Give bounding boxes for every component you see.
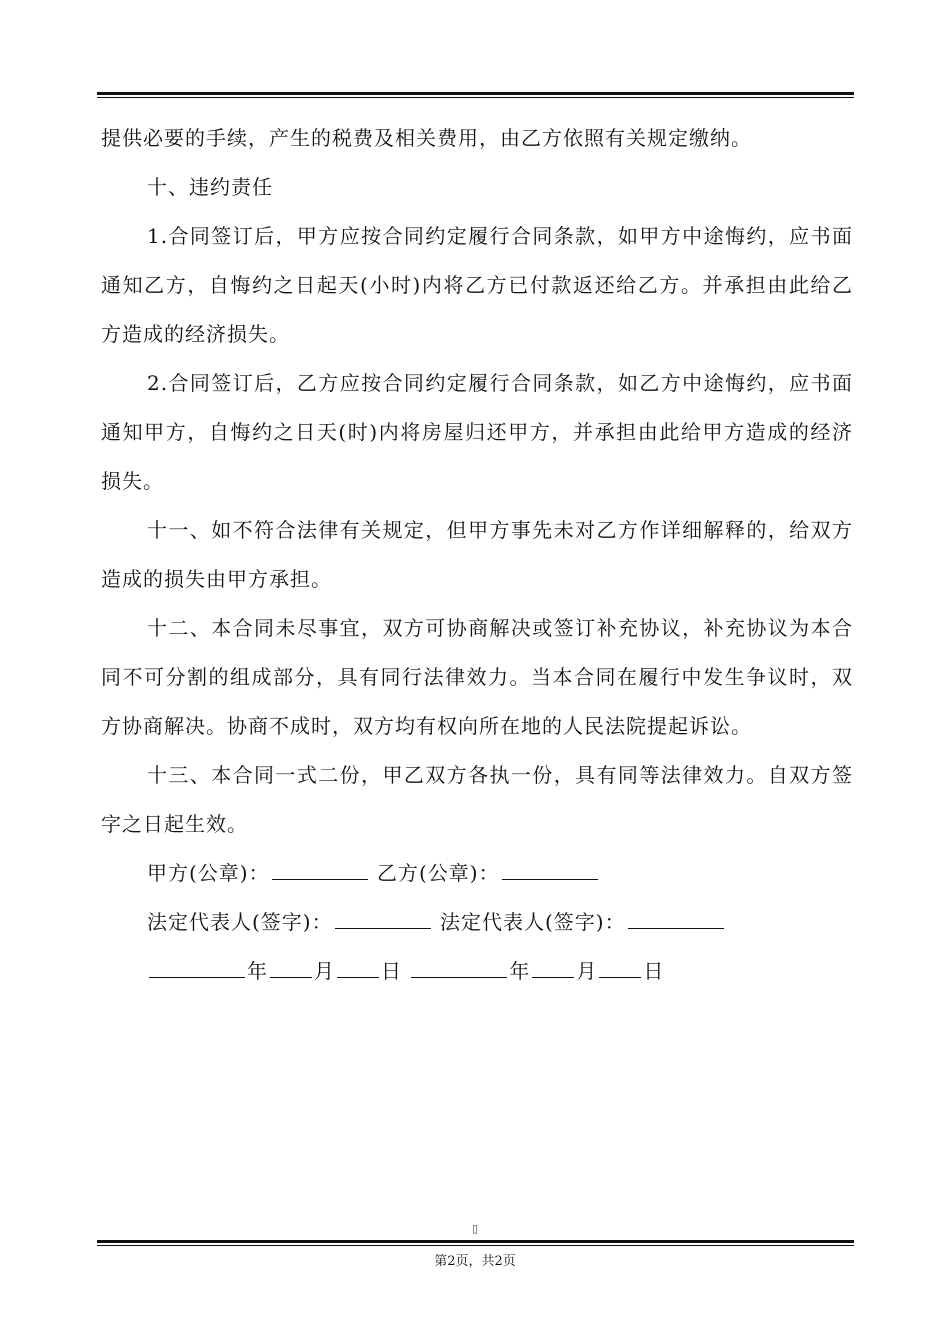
date-a-year: 年 <box>247 959 268 983</box>
date-b-month: 月 <box>576 959 598 983</box>
footer-rule-thin <box>97 1245 854 1246</box>
date-a-month: 月 <box>314 959 335 983</box>
continuation-paragraph: 提供必要的手续，产生的税费及相关费用，由乙方依照有关规定缴纳。 <box>101 126 752 150</box>
clause-10-1: 1.合同签订后，甲方应按合同约定履行合同条款，如甲方中途悔约，应书面通知乙方，自悔约之日起天(小时)内将乙方已付款返还给乙方。并承担由此给乙方造成的经济损失。 <box>101 224 853 346</box>
party-b-label: 乙方(公章)： <box>376 861 500 885</box>
footer-glyph: ▯ <box>471 1222 479 1235</box>
date-b-day-blank <box>599 955 641 978</box>
date-a-month-blank <box>270 955 312 978</box>
party-b-blank <box>502 857 598 880</box>
clause-10-2: 2.合同签订后，乙方应按合同约定履行合同条款，如乙方中途悔约，应书面通知甲方，自悔约之日天(时)内将房屋归还甲方，并承担由此给甲方造成的经济损失。 <box>101 371 853 493</box>
party-seal-line <box>101 849 853 898</box>
date-a-day-blank <box>337 955 379 978</box>
date-b-month-blank <box>532 955 574 978</box>
date-a-day: 日 <box>381 959 402 983</box>
representative-line <box>101 898 853 947</box>
date-line <box>101 947 853 996</box>
date-b-year: 年 <box>509 959 531 983</box>
rep-a-label: 法定代表人(签字)： <box>147 910 333 934</box>
section-12: 十二、本合同未尽事宜，双方可协商解决或签订补充协议，补充协议为本合同不可分割的组成部分，具有同行法律效力。当本合同在履行中发生争议时，双方协商解决。协商不成时，双方均有权向所在地的人民法院提起诉讼。 <box>101 616 853 738</box>
page-number: 第2页，共2页 <box>434 1254 516 1269</box>
section-10-heading: 十、违约责任 <box>147 175 273 199</box>
header-rule-thin <box>97 97 854 98</box>
rep-b-label: 法定代表人(签字)： <box>439 910 626 934</box>
party-a-label: 甲方(公章)： <box>147 861 270 885</box>
section-13: 十三、本合同一式二份，甲乙双方各执一份，具有同等法律效力。自双方签字之日起生效。 <box>101 763 853 836</box>
rep-b-blank <box>628 906 724 929</box>
header-rule-thick <box>97 92 854 95</box>
date-a-year-blank <box>149 955 245 978</box>
date-b-year-blank <box>411 955 507 978</box>
rep-a-blank <box>335 906 431 929</box>
date-b-day: 日 <box>643 959 665 983</box>
footer-rule-thick <box>97 1240 854 1243</box>
section-11: 十一、如不符合法律有关规定，但甲方事先未对乙方作详细解释的，给双方造成的损失由甲方承担。 <box>101 518 853 591</box>
party-a-blank <box>272 857 368 880</box>
document-body <box>101 114 853 996</box>
